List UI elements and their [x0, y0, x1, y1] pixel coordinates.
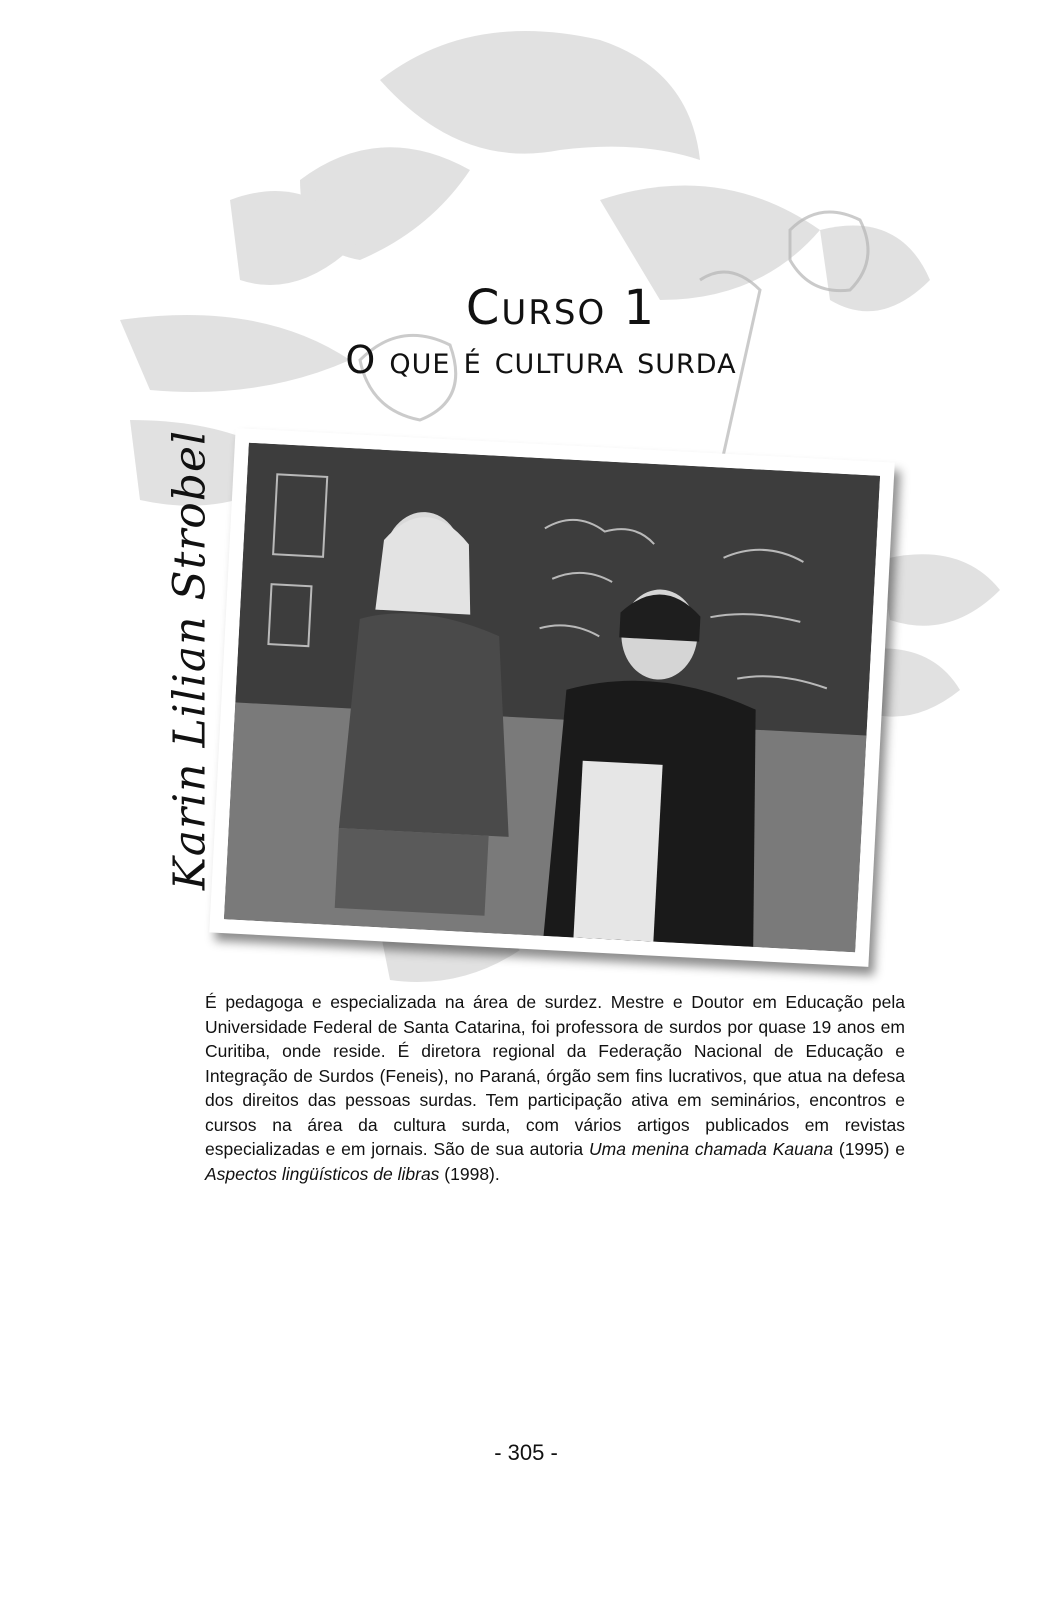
book-title-2: Aspectos lingüísticos de libras: [205, 1163, 440, 1184]
author-photo: [224, 443, 880, 952]
bio-text-3: (1998).: [444, 1163, 500, 1184]
author-name: Karin Lilian Strobel: [164, 429, 216, 891]
title-block: [0, 280, 1052, 384]
course-subtitle: O que é cultura surda: [345, 338, 737, 382]
page-number: - 305 -: [494, 1440, 558, 1465]
course-title: Curso 1: [465, 280, 657, 336]
photo-frame: [209, 428, 895, 967]
author-bio: [205, 990, 905, 1186]
bio-text: É pedagoga e especializada na área de surdez. Mestre e Doutor em Educação pela Universidade Federal de Santa Catarina, foi professora de surdos por quase 19 anos em Curitiba, onde reside. É diretora regional da Federação Nacional de Educação e Integração de Surdos (Feneis), no Paraná, órgão sem fins lucrativos, que atua na defesa dos direitos das pessoas surdas. Tem participação ativa em seminários, encontros e cursos na área da cultura surda, com vários artigos publicados em revistas especializadas e em jornais. São de sua autoria: [205, 992, 905, 1159]
book-title-1: Uma menina chamada Kauana: [588, 1139, 834, 1159]
bio-text-2: (1995) e: [838, 1139, 905, 1159]
